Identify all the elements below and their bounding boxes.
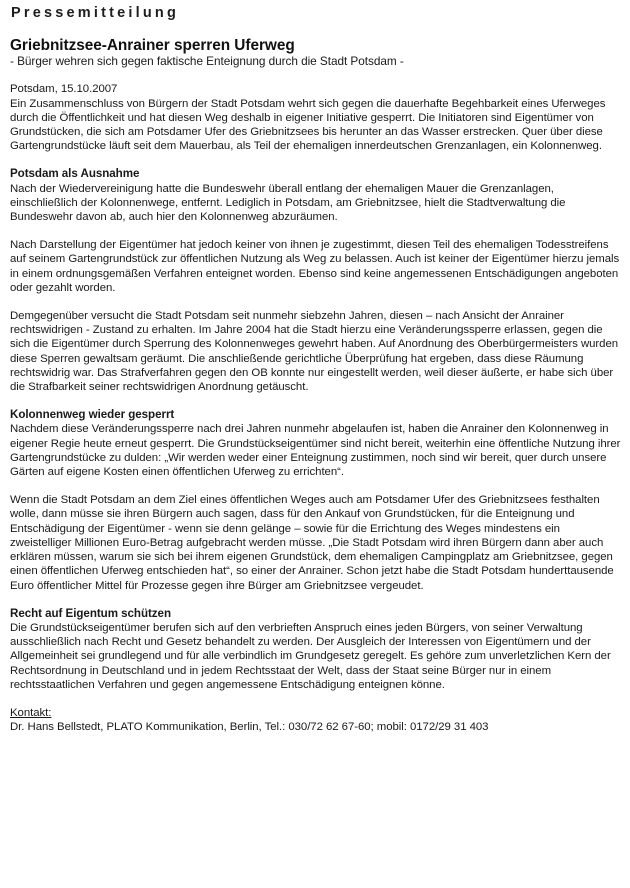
section-paragraph: Demgegenüber versucht die Stadt Potsdam seit nunmehr siebzehn Jahren, diesen – nach Ansicht der Anrainer rechtswidrigen - Zustand zu erhalten. Im Jahre 2004 hat die Stadt hierzu eine Veränderungssperre erlassen, gegen die sich die Eigentümer durch Sperrung des Kolonnenweges gewehrt haben. Auf Anordnung des Oberbürgermeisters wurden diese Sperren gewaltsam geräumt. Die anschließende gerichtliche Überprüfung hat ergeben, dass diese Räumung rechtswidrig war. Das Strafverfahren gegen den OB konnte nur eingestellt werden, weil dieser äußerte, er habe sich über die Strafbarkeit seiner rechtswidrigen Anordnung getäuscht. <box>10 310 619 394</box>
headline: Griebnitzsee-Anrainer sperren Uferweg <box>10 37 295 55</box>
section-paragraph: Wenn die Stadt Potsdam an dem Ziel eines öffentlichen Weges auch am Potsdamer Ufer des Griebnitzsees festhalten wolle, dann müsse sie ihren Bürgern auch sagen, dass für den Ankauf von Grundstücken, für die Enteignung und Entschädigung der Eigentümer - wenn sie denn gelänge – sowie für die Errichtung des Weges mindestens ein zweistelliger Millionen Euro-Betrag aufgebracht werden müsse. „Die Stadt Potsdam wird ihren Bürgern dann aber auch erklären müssen, warum sie sich bei ihrem eigenen Grundstück, dem ehemaligen Campingplatz am Griebnitzsee, gegen einen öffentlichen Uferweg entschieden hat“, so einer der Anrainer. Schon jetzt habe die Stadt Potsdam hunderttausende Euro öffentlicher Mittel für Prozesse gegen ihre Bürger am Griebnitzsee vergeudet. <box>10 494 614 592</box>
section-title-recht-auf-eigentum-schuetzen: Recht auf Eigentum schützen <box>10 606 171 620</box>
section-paragraph: Nach der Wiedervereinigung hatte die Bundeswehr überall entlang der ehemaligen Mauer die Grenzanlagen, einschließlich der Kolonnenwege, entfernt. Lediglich in Potsdam, am Griebnitzsee, hielt die Stadtverwaltung die Bundeswehr davon ab, auch hier den Kolonnenweg abzuräumen. <box>10 182 566 224</box>
section-paragraph: Nachdem diese Veränderungssperre nach drei Jahren nunmehr abgelaufen ist, haben die Anrainer den Kolonnenweg in eigener Regie heute erneut gesperrt. Die Grundstückseigentümer sind nicht bereit, weiterhin eine öffentliche Nutzung ihrer Gartengrundstücke zu dulden: „Wir werden weder einer Enteignung zustimmen, noch sind wir bereit, quer durch unsere Gärten auf eigene Kosten einen öffentlichen Uferweg zu errichten“. <box>10 423 621 479</box>
section-title-kolonnenweg-wieder-gesperrt: Kolonnenweg wieder gesperrt <box>10 408 175 422</box>
dateline: Potsdam, 15.10.2007 <box>10 83 118 96</box>
section-title-potsdam-als-ausnahme: Potsdam als Ausnahme <box>10 167 140 181</box>
contact-details: Dr. Hans Bellstedt, PLATO Kommunikation, Berlin, Tel.: 030/72 62 67-60; mobil: 0172/29 31 403 <box>10 721 489 734</box>
contact-label: Kontakt: <box>10 706 52 719</box>
section-paragraph: Nach Darstellung der Eigentümer hat jedoch keiner von ihnen je zugestimmt, diesen Teil des ehemaligen Todesstreifens auf seinem Gartengrundstück zur öffentlichen Nutzung als Weg zu belassen. Auch ist keiner der Eigentümer hierzu jemals in einem ordnungsgemäßen Verfahren enteignet worden. Ebenso sind keine angemessenen Entschädigungen angeboten oder gezahlt worden. <box>10 239 620 294</box>
intro-paragraph: Ein Zusammenschluss von Bürgern der Stadt Potsdam wehrt sich gegen die dauerhafte Begehbarkeit eines Uferweges durch die Öffentlichkeit und hat diesen Weg deshalb in eigener Initiative gesperrt. Die Initiatoren sind Eigentümer von Grundstücken, die sich am Potsdamer Ufer des Griebnitzsees bis herunter an das Wasser erstrecken. Quer über diese Gartengrundstücke läuft seit dem Mauerbau, als Teil der ehemaligen innerdeutschen Grenzanlagen, ein Kolonnenweg. <box>10 97 606 153</box>
document-type-label: Pressemitteilung <box>11 5 180 21</box>
section-paragraph: Die Grundstückseigentümer berufen sich auf den verbrieften Anspruch eines jeden Bürgers, von seiner Verwaltung ausschließlich nach Recht und Gesetz behandelt zu werden. Der Ausgleich der Interessen von Eigentümern und der Allgemeinheit sei grundlegend und für alle verbindlich im Grundgesetz geregelt. Es gehöre zum unverletzlichen Kern der Rechtsordnung in Deutschland und in jedem Rechtsstaat der Welt, dass der Staat seine Bürger nur in einem rechtsstaatlichen Verfahren und gegen angemessene Entschädigung enteignen könne. <box>10 621 611 691</box>
press-release-page <box>10 6 624 734</box>
subheadline: - Bürger wehren sich gegen faktische Enteignung durch die Stadt Potsdam - <box>10 54 404 69</box>
